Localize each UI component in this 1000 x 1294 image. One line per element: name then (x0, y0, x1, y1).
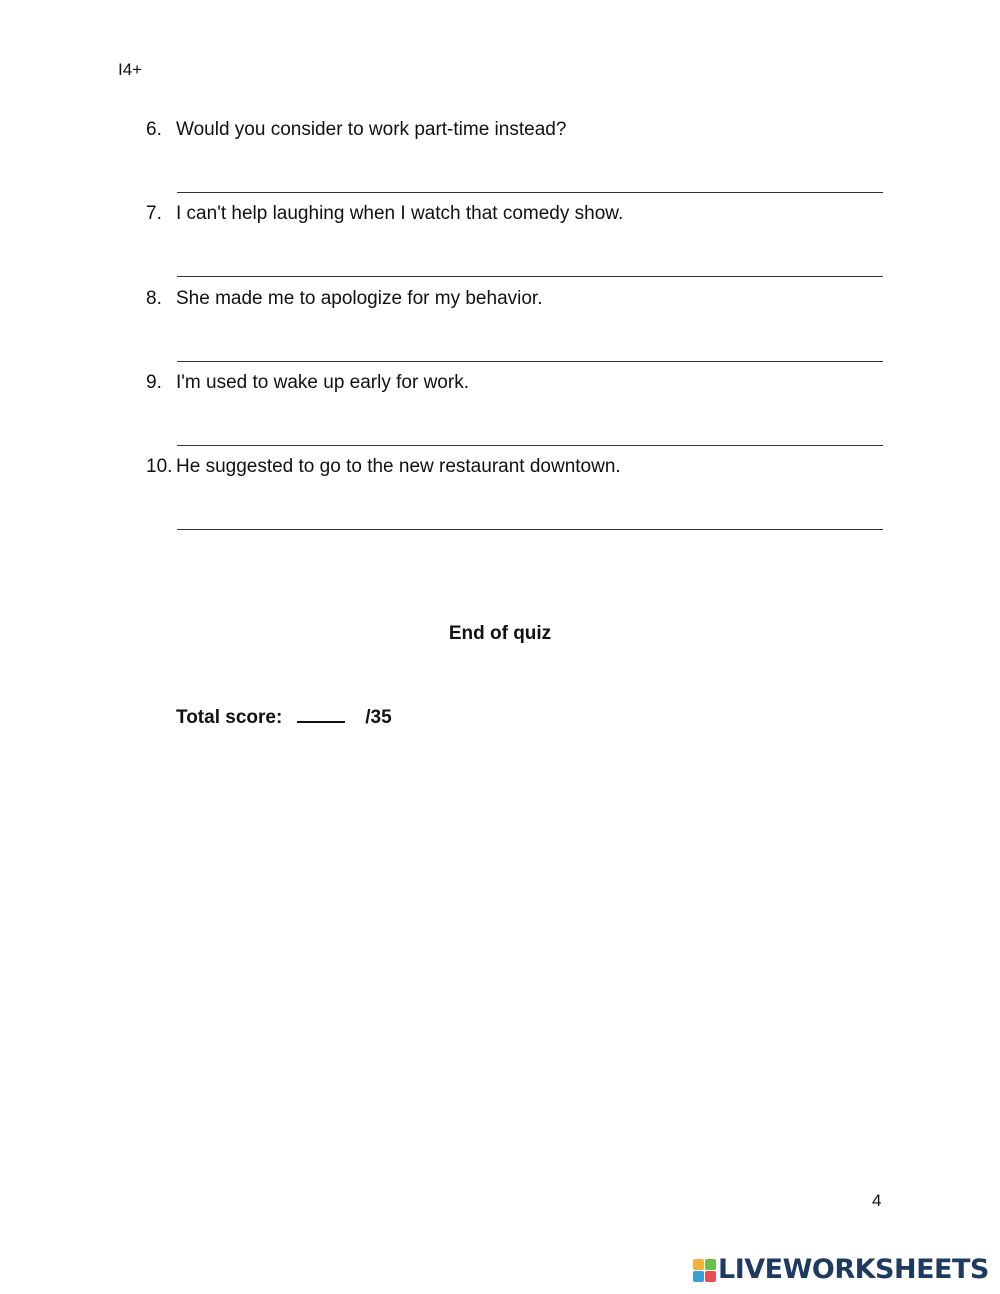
question-item (146, 371, 886, 455)
brand-name: LIVEWORKSHEETS (718, 1254, 989, 1285)
answer-input[interactable] (177, 504, 883, 530)
question-list (146, 118, 886, 539)
answer-input[interactable] (177, 251, 883, 277)
question-number: 6. (146, 119, 162, 140)
page-number: 4 (872, 1191, 882, 1210)
question-item (146, 455, 886, 539)
question-number: 9. (146, 371, 162, 393)
end-of-quiz-heading: End of quiz (448, 623, 552, 644)
question-text: I'm used to wake up early for work. (176, 371, 469, 393)
question-item (146, 202, 886, 286)
brand-logo (693, 1254, 989, 1286)
question-number: 8. (146, 287, 162, 309)
question-item (146, 287, 886, 371)
logo-square (693, 1271, 704, 1282)
question-text: Would you consider to work part-time instead? (176, 119, 567, 140)
level-tag: I4+ (118, 60, 143, 79)
score-blank (297, 703, 345, 723)
total-score-max: /35 (365, 707, 392, 728)
question-item (146, 118, 886, 202)
total-score (176, 703, 392, 730)
liveworksheets-logo-icon (693, 1259, 716, 1282)
question-text: He suggested to go to the new restaurant downtown. (176, 456, 621, 478)
total-score-label: Total score: (176, 707, 283, 728)
question-number: 10. (146, 456, 173, 478)
answer-input[interactable] (177, 420, 883, 446)
answer-input[interactable] (177, 336, 883, 362)
question-text: She made me to apologize for my behavior. (176, 287, 543, 309)
logo-square (693, 1259, 704, 1270)
answer-input[interactable] (177, 167, 883, 193)
question-number: 7. (146, 203, 162, 225)
question-text: I can't help laughing when I watch that comedy show. (176, 203, 624, 225)
logo-square (705, 1259, 716, 1270)
logo-square (705, 1271, 716, 1282)
